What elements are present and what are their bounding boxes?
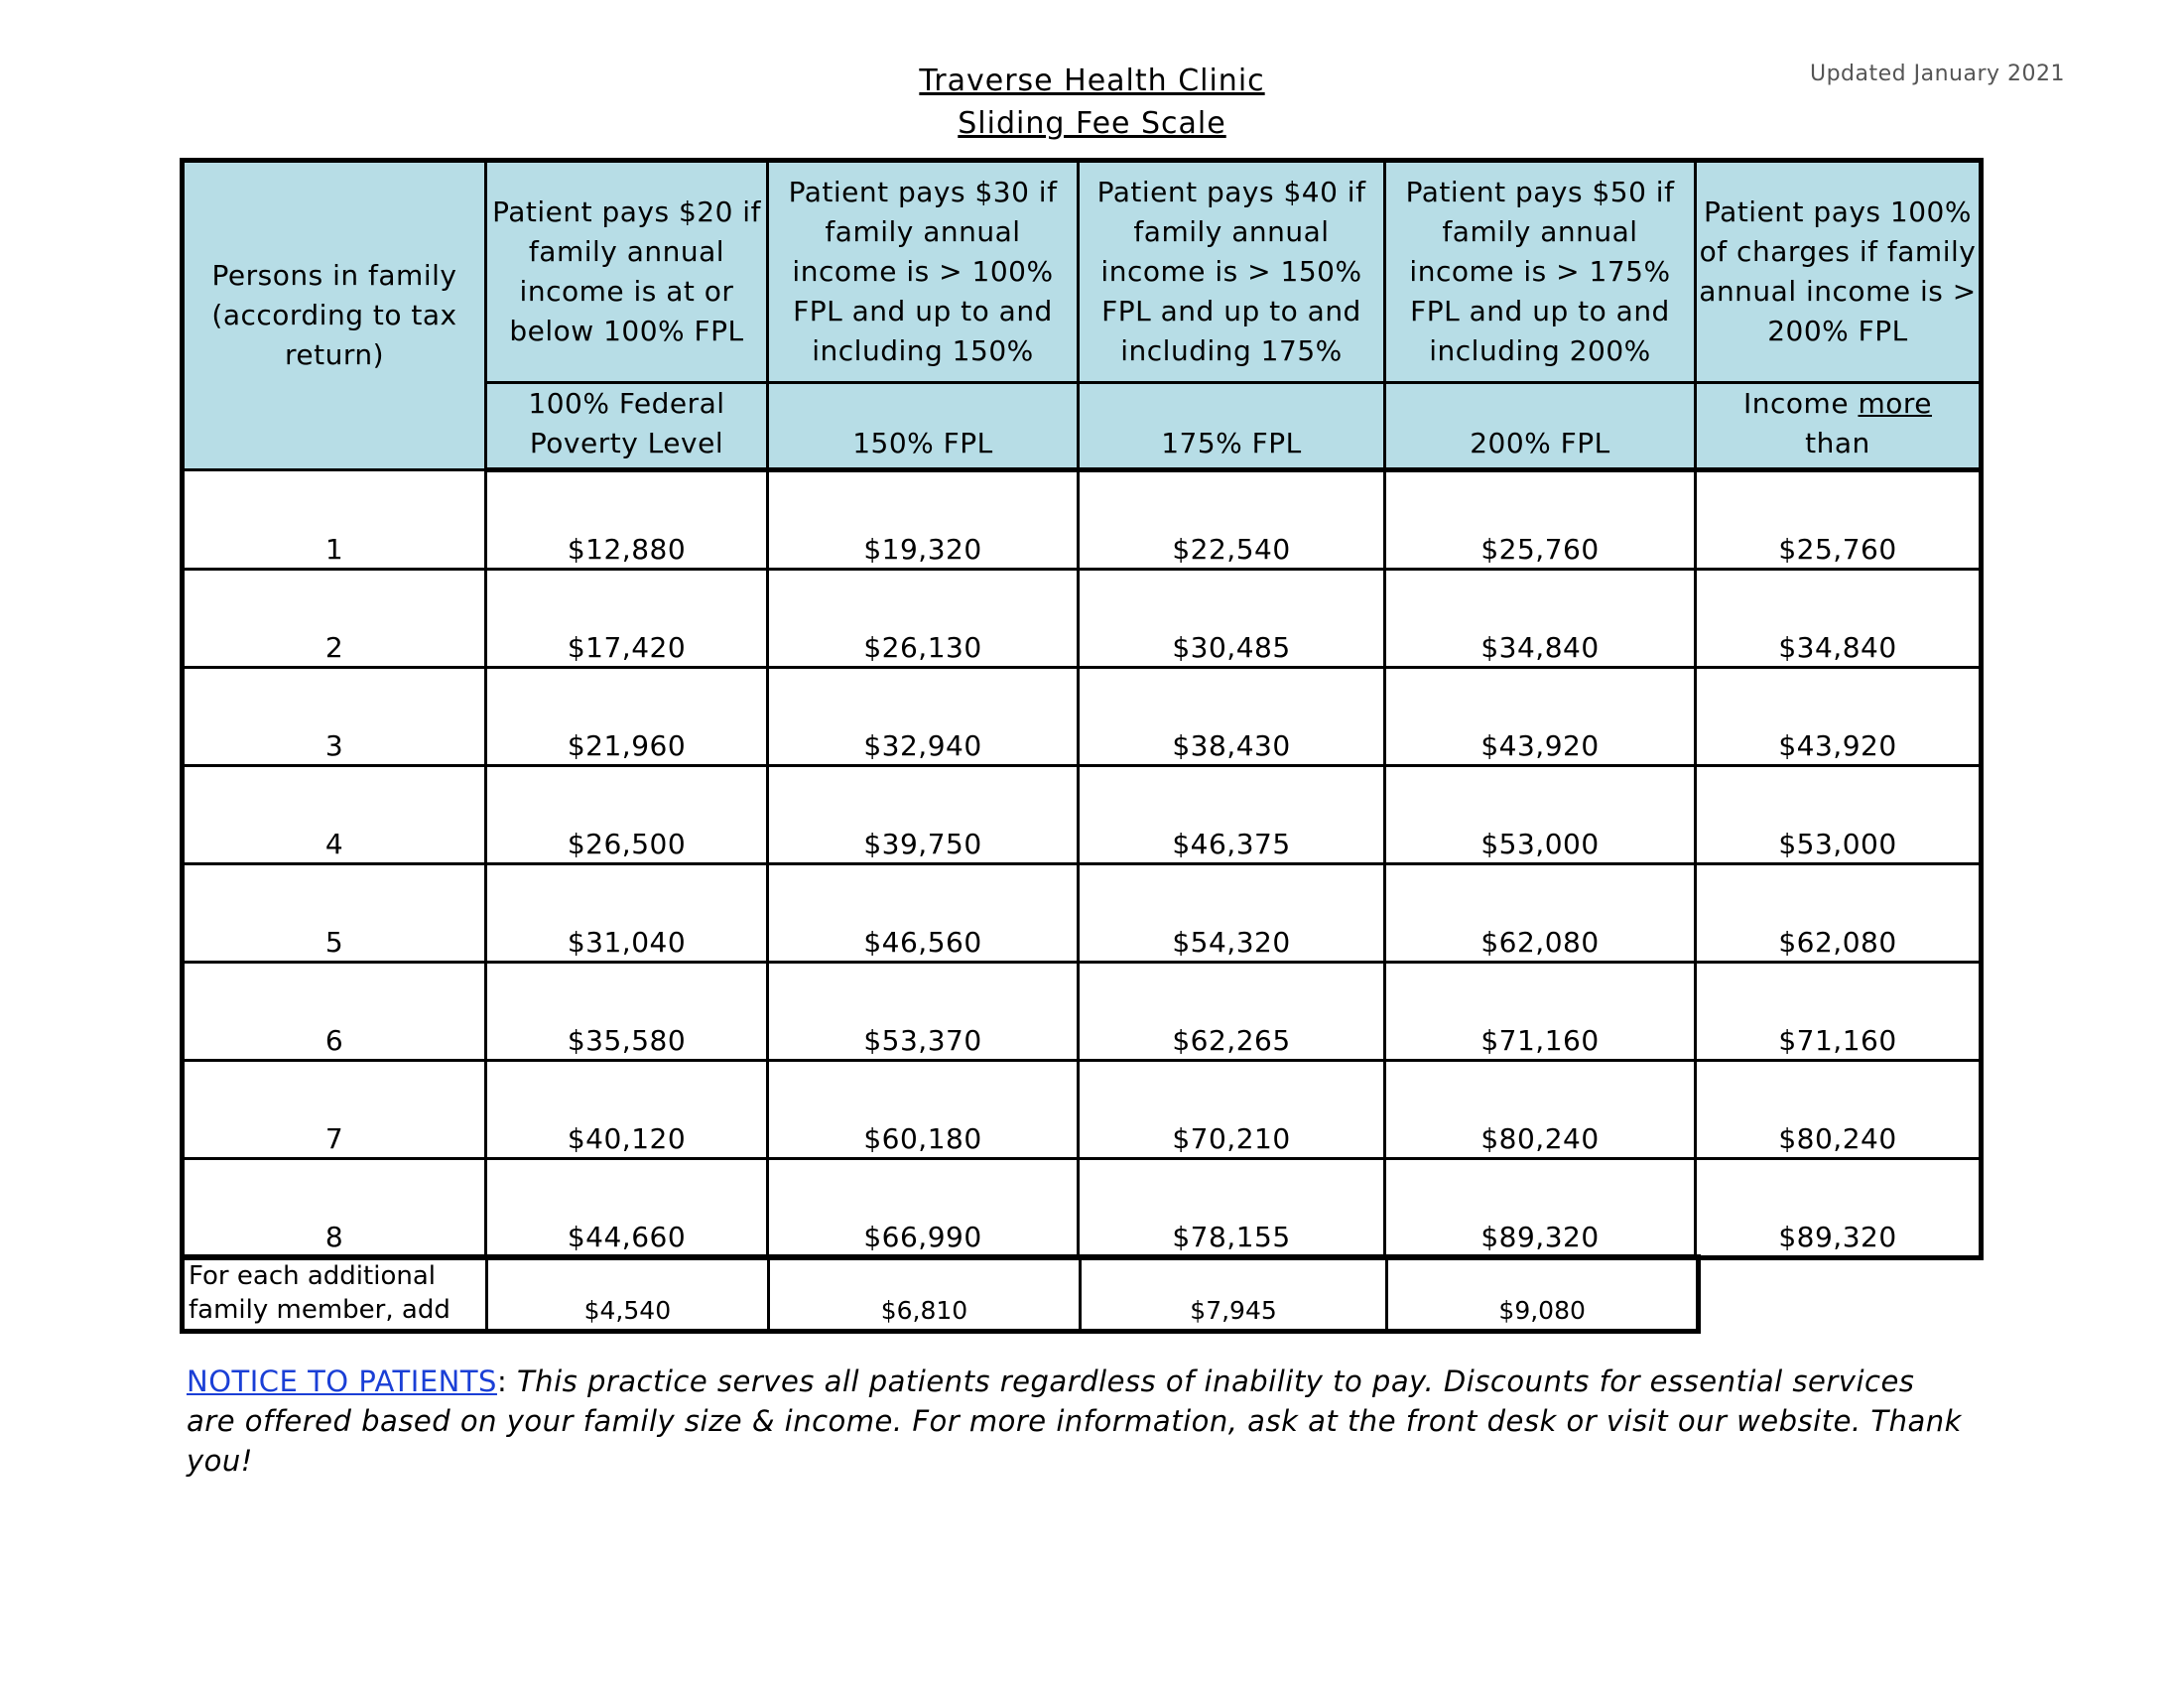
income-cell: $62,080 (1385, 864, 1696, 963)
income-cell: $34,840 (1385, 570, 1696, 668)
income-cell: $43,920 (1385, 668, 1696, 766)
income-cell: $21,960 (486, 668, 768, 766)
persons-cell: 6 (183, 963, 486, 1061)
col-header-20: Patient pays $20 if family annual income is at or below 100% FPL (486, 161, 768, 383)
subheader-100-fpl: 100% Federal Poverty Level (486, 383, 768, 470)
income-cell: $31,040 (486, 864, 768, 963)
table-row (183, 1061, 1982, 1159)
income-cell: $89,320 (1696, 1159, 1982, 1258)
income-cell: $44,660 (486, 1159, 768, 1258)
sub-pre: Income (1743, 387, 1859, 420)
income-cell: $80,240 (1696, 1061, 1982, 1159)
income-cell: $62,080 (1696, 864, 1982, 963)
persons-cell: 5 (183, 864, 486, 963)
persons-header: Persons in family (according to tax return) (183, 161, 486, 470)
additional-cell: $7,945 (1080, 1257, 1387, 1332)
income-cell: $25,760 (1696, 470, 1982, 570)
income-cell: $53,000 (1696, 766, 1982, 864)
income-cell: $26,130 (768, 570, 1079, 668)
income-cell: $53,370 (768, 963, 1079, 1061)
income-cell: $30,485 (1079, 570, 1385, 668)
income-cell: $46,560 (768, 864, 1079, 963)
income-cell: $60,180 (768, 1061, 1079, 1159)
income-cell: $34,840 (1696, 570, 1982, 668)
income-cell: $78,155 (1079, 1159, 1385, 1258)
income-cell: $22,540 (1079, 470, 1385, 570)
income-cell: $40,120 (486, 1061, 768, 1159)
income-cell: $12,880 (486, 470, 768, 570)
persons-cell: 3 (183, 668, 486, 766)
col-header-40: Patient pays $40 if family annual income is > 150% FPL and up to and including 175% (1079, 161, 1385, 383)
income-cell: $70,210 (1079, 1061, 1385, 1159)
notice-paragraph (187, 1362, 1973, 1481)
page-subtitle: Sliding Fee Scale (958, 106, 1226, 141)
table-row (183, 570, 1982, 668)
income-cell: $43,920 (1696, 668, 1982, 766)
sliding-fee-table (180, 158, 1984, 1260)
income-cell: $35,580 (486, 963, 768, 1061)
additional-member-row (183, 1257, 1699, 1332)
income-cell: $46,375 (1079, 766, 1385, 864)
col-header-100pct: Patient pays 100% of charges if family annual income is > 200% FPL (1696, 161, 1982, 383)
additional-member-table (180, 1254, 1701, 1334)
table-row (183, 864, 1982, 963)
table-row (183, 963, 1982, 1061)
notice-colon: : (496, 1364, 508, 1398)
persons-cell: 7 (183, 1061, 486, 1159)
subheader-income-more-than (1696, 383, 1982, 470)
income-cell: $62,265 (1079, 963, 1385, 1061)
subheader-175-fpl: 175% FPL (1079, 383, 1385, 470)
subheader-200-fpl: 200% FPL (1385, 383, 1696, 470)
table-row (183, 1159, 1982, 1258)
table-row (183, 470, 1982, 570)
income-cell: $38,430 (1079, 668, 1385, 766)
additional-cell: $6,810 (769, 1257, 1081, 1332)
income-cell: $89,320 (1385, 1159, 1696, 1258)
col-header-50: Patient pays $50 if family annual income is > 175% FPL and up to and including 200% (1385, 161, 1696, 383)
sub-underlined: more (1858, 387, 1932, 420)
persons-cell: 8 (183, 1159, 486, 1258)
income-cell: $71,160 (1385, 963, 1696, 1061)
notice-link[interactable]: NOTICE TO PATIENTS (187, 1364, 497, 1398)
additional-cell: $9,080 (1387, 1257, 1699, 1332)
income-cell: $19,320 (768, 470, 1079, 570)
income-cell: $25,760 (1385, 470, 1696, 570)
income-cell: $39,750 (768, 766, 1079, 864)
income-cell: $54,320 (1079, 864, 1385, 963)
table-row (183, 668, 1982, 766)
persons-cell: 2 (183, 570, 486, 668)
subheader-150-fpl: 150% FPL (768, 383, 1079, 470)
income-cell: $32,940 (768, 668, 1079, 766)
income-cell: $17,420 (486, 570, 768, 668)
page-title: Traverse Health Clinic (919, 64, 1265, 98)
notice-message: This practice serves all patients regardless of inability to pay. Discounts for essential services are offered based on your family size & income. For more information, ask at the front desk or visit our website. Thank you! (187, 1364, 1962, 1478)
income-cell: $71,160 (1696, 963, 1982, 1061)
income-cell: $80,240 (1385, 1061, 1696, 1159)
income-cell: $53,000 (1385, 766, 1696, 864)
persons-cell: 1 (183, 470, 486, 570)
persons-cell: 4 (183, 766, 486, 864)
sub-post: than (1805, 427, 1870, 459)
updated-date: Updated January 2021 (1809, 62, 2065, 86)
additional-cell: $4,540 (486, 1257, 769, 1332)
income-cell: $26,500 (486, 766, 768, 864)
income-cell: $66,990 (768, 1159, 1079, 1258)
table-row (183, 766, 1982, 864)
additional-member-label: For each additional family member, add (183, 1257, 487, 1332)
header-row (183, 161, 1982, 383)
col-header-30: Patient pays $30 if family annual income is > 100% FPL and up to and including 150% (768, 161, 1079, 383)
